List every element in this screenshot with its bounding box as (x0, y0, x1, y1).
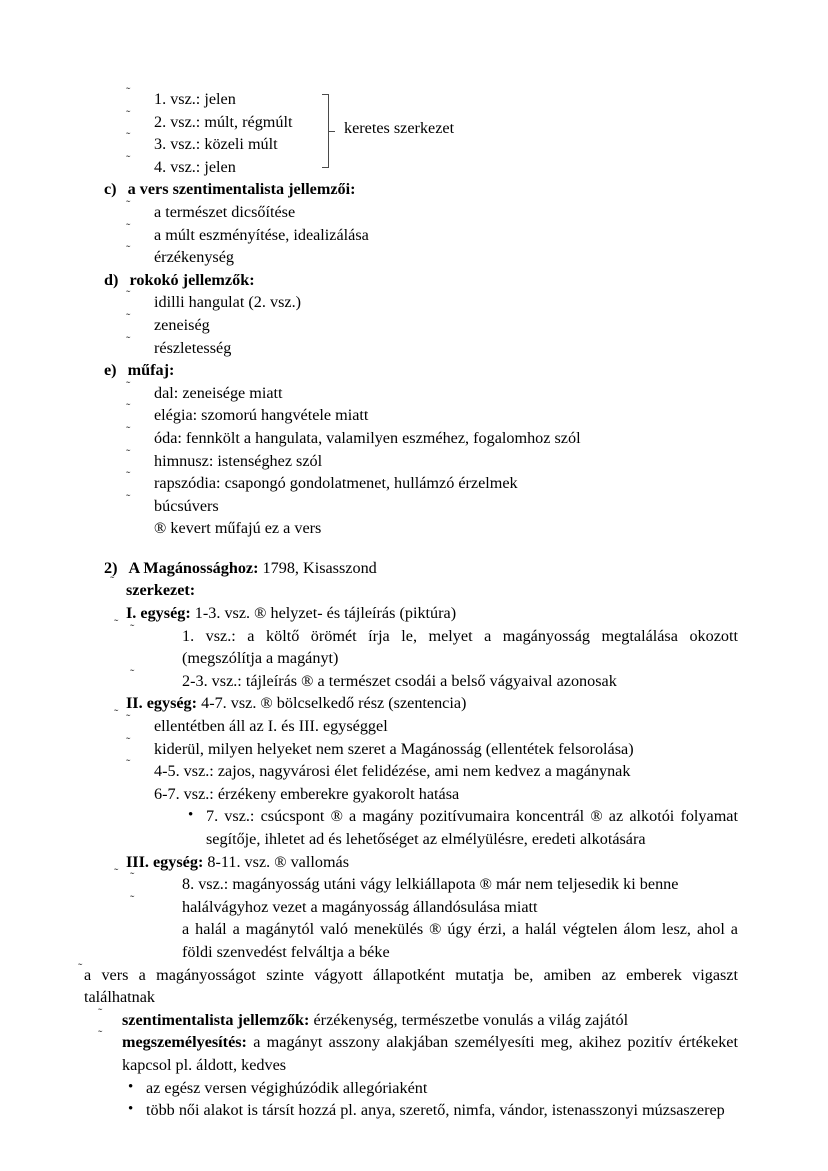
section-e-conclusion (154, 517, 738, 540)
unit-2-label: II. egység: (126, 694, 198, 713)
list-item-label: ellentétben áll az I. és III. egységgel (154, 717, 388, 736)
dash-marker-icon: ˜ (126, 377, 131, 393)
dash-marker-icon: ˜ (126, 151, 131, 167)
list-item-label: idilli hangulat (2. vsz.) (154, 293, 302, 312)
dash-marker-icon: ˜ (126, 400, 131, 416)
section-2-subtitle: 1798, Kisasszond (258, 558, 377, 577)
trait-2-rest: a magányt asszony alakjában személyesíti meg, akihez pozitív értékeket kapcsol pl. áldott, kedves (122, 1033, 738, 1074)
verse-structure-group (104, 84, 738, 178)
list-item (122, 1099, 738, 1122)
unit-1-rest: 1-3. vsz. ® helyzet- és tájleírás (piktúra) (190, 604, 457, 623)
dash-marker-icon: ˜ (126, 106, 131, 122)
list-item (126, 490, 738, 518)
section-c-heading (104, 178, 738, 201)
list-item-label: zeneiség (154, 315, 210, 334)
unit-3-label: III. egység: (126, 852, 204, 871)
list-item (126, 400, 738, 427)
list-item-label: 4. vsz.: jelen (154, 157, 236, 176)
dash-marker-icon: ˜ (130, 665, 135, 681)
section-2-title: A Magánossághoz: (128, 558, 259, 577)
list-item-label: részletesség (154, 338, 232, 357)
list-item-label: búcsúvers (154, 496, 219, 515)
list-item-label: a múlt eszményítése, idealizálása (154, 225, 369, 244)
section-2-marker: 2) (104, 558, 118, 577)
list-item-label: 6-7. vsz.: érzékeny emberekre gyakorolt hatása (154, 784, 460, 803)
dash-marker-icon: ˜ (130, 869, 135, 885)
list-item-label: dal: zeneisége miatt (154, 383, 283, 402)
section-e-title: műfaj: (127, 361, 175, 380)
dash-marker-icon: ˜ (126, 84, 131, 99)
list-item-label: elégia: szomorú hangvétele miatt (154, 406, 369, 425)
trait-2-label: megszemélyesítés: (122, 1033, 247, 1052)
dash-marker-icon: ˜ (130, 891, 135, 907)
list-item (126, 756, 738, 783)
section-c-title: a vers szentimentalista jellemzői: (127, 180, 356, 199)
list-item (130, 665, 738, 693)
dash-marker-icon: ˜ (126, 309, 131, 325)
list-item-label: 7. vsz.: csúcspont ® a magány pozitívumaira koncentrál ® az alkotói folyamat segítője, ihletet ad és lehetőséget az elmélyülésre, eredeti alkotására (206, 807, 738, 848)
right-brace-icon (322, 94, 336, 168)
list-item-label: 4-5. vsz.: zajos, nagyvárosi élet felidézése, ami nem kedvez a magánynak (154, 762, 631, 781)
list-item (182, 918, 738, 963)
list-item (126, 332, 738, 360)
list-item (130, 891, 738, 919)
dash-marker-icon: ˜ (126, 242, 131, 258)
dash-marker-icon: ˜ (126, 468, 131, 484)
dash-marker-icon: ˜ (126, 711, 131, 727)
list-item (130, 620, 738, 670)
dash-marker-icon: ˜ (130, 620, 135, 636)
section-2-summary-label: a vers a magányosságot szinte vágyott állapotként mutatja be, amiben az emberek vigaszt találhatnak (84, 965, 738, 1007)
list-item-label: 1. vsz.: a költő örömét írja le, melyet a magányosság megtalálása okozott (megszólítja a magányt) (182, 626, 738, 668)
list-item (154, 783, 738, 806)
list-item (126, 377, 738, 405)
dash-marker-icon: ˜ (126, 756, 131, 772)
dash-marker-icon: ˜ (78, 959, 83, 975)
list-item-label: rapszódia: csapongó gondolatmenet, hullámzó érzelmek (154, 474, 518, 493)
list-item (126, 219, 738, 247)
unit-3-rest: 8-11. vsz. ® vallomás (203, 852, 350, 871)
list-item-label: érzékenység (154, 248, 234, 267)
dash-marker-icon: ˜ (114, 864, 119, 880)
dash-marker-icon: ˜ (126, 287, 131, 303)
trait-1-rest: érzékenység, természetbe vonulás a világ zajától (309, 1010, 629, 1029)
list-item-label: himnusz: istenséghez szól (154, 451, 323, 470)
document-body (78, 84, 738, 1122)
dash-marker-icon: ˜ (114, 706, 119, 722)
list-item-label: kiderül, milyen helyeket nem szeret a Magánosság (ellentétek felsorolása) (154, 739, 634, 758)
section-e-heading (104, 359, 738, 382)
list-item (126, 242, 738, 269)
list-item-label: 2-3. vsz.: tájleírás ® a természet csodái a belső vágyaival azonosak (182, 671, 617, 690)
structure-label: szerkezet: (126, 581, 196, 600)
list-item (126, 287, 738, 314)
unit-1-heading (114, 602, 738, 632)
unit-3-heading (114, 851, 738, 880)
list-item-label: halálvágyhoz vezet a magányosság állandósulása miatt (182, 897, 538, 916)
list-item (126, 711, 738, 738)
dash-marker-icon: ˜ (126, 422, 131, 438)
section-2-structure-label (126, 579, 738, 602)
section-c-marker: c) (104, 180, 117, 199)
list-item (126, 309, 738, 337)
list-item-label: 2. vsz.: múlt, régmúlt (154, 112, 293, 131)
dash-marker-icon: ˜ (98, 1004, 103, 1020)
trait-2 (98, 1027, 738, 1076)
list-item-label: a halál a magánytól való menekülés ® úgy érzi, a halál végtelen álom lesz, ahol a földi szenvedést felváltja a béke (182, 920, 738, 961)
list-item (126, 196, 738, 224)
brace-label: keretes szerkezet (344, 119, 455, 137)
list-item-label: több női alakot is társít hozzá pl. anya, szerető, nimfa, vándor, istenasszonyi múzsaszerep (146, 1101, 725, 1120)
section-2-summary (78, 959, 738, 1009)
list-item-label: a természet dicsőítése (154, 202, 296, 221)
list-item (126, 733, 738, 761)
dash-marker-icon: ˜ (126, 445, 131, 461)
unit-2-heading (114, 692, 738, 722)
trait-1-label: szentimentalista jellemzők: (122, 1010, 310, 1029)
list-item-label: óda: fennkölt a hangulata, valamilyen eszméhez, fogalomhoz szól (154, 428, 581, 447)
unit-2-rest: 4-7. vsz. ® bölcselkedő rész (szentencia) (197, 694, 467, 713)
dash-marker-icon: ˜ (98, 1027, 103, 1043)
section-d-marker: d) (104, 270, 119, 289)
list-item-label: 8. vsz.: magányosság utáni vágy lelkiállapota ® már nem teljesedik ki benne (182, 875, 679, 894)
dash-marker-icon: ˜ (126, 129, 131, 145)
list-item (126, 468, 738, 495)
list-item (122, 1077, 738, 1100)
dash-marker-icon: ˜ (114, 616, 119, 632)
dash-marker-icon: ˜ (126, 332, 131, 348)
dash-marker-icon: ˜ (110, 572, 115, 588)
trait-1 (98, 1004, 738, 1032)
dash-marker-icon: ˜ (126, 219, 131, 235)
list-item (126, 151, 738, 179)
list-item-label: az egész versen végighúzódik allegóriaként (146, 1078, 428, 1097)
dash-marker-icon: ˜ (126, 196, 131, 212)
section-e-conclusion-label: ® kevert műfajú ez a vers (154, 519, 322, 538)
unit-1-label: I. egység: (126, 604, 191, 623)
section-2-heading (104, 557, 738, 588)
list-item-label: 1. vsz.: jelen (154, 90, 236, 108)
section-d-heading (104, 269, 738, 292)
section-e-marker: e) (104, 361, 117, 380)
list-item (130, 869, 738, 896)
dash-marker-icon: ˜ (126, 490, 131, 506)
list-item (126, 445, 738, 473)
list-item (182, 805, 738, 850)
list-item (126, 422, 738, 450)
section-d-title: rokokó jellemzők: (129, 270, 255, 289)
list-item (126, 84, 738, 111)
list-item-label: 3. vsz.: közeli múlt (154, 135, 278, 154)
dash-marker-icon: ˜ (126, 733, 131, 749)
